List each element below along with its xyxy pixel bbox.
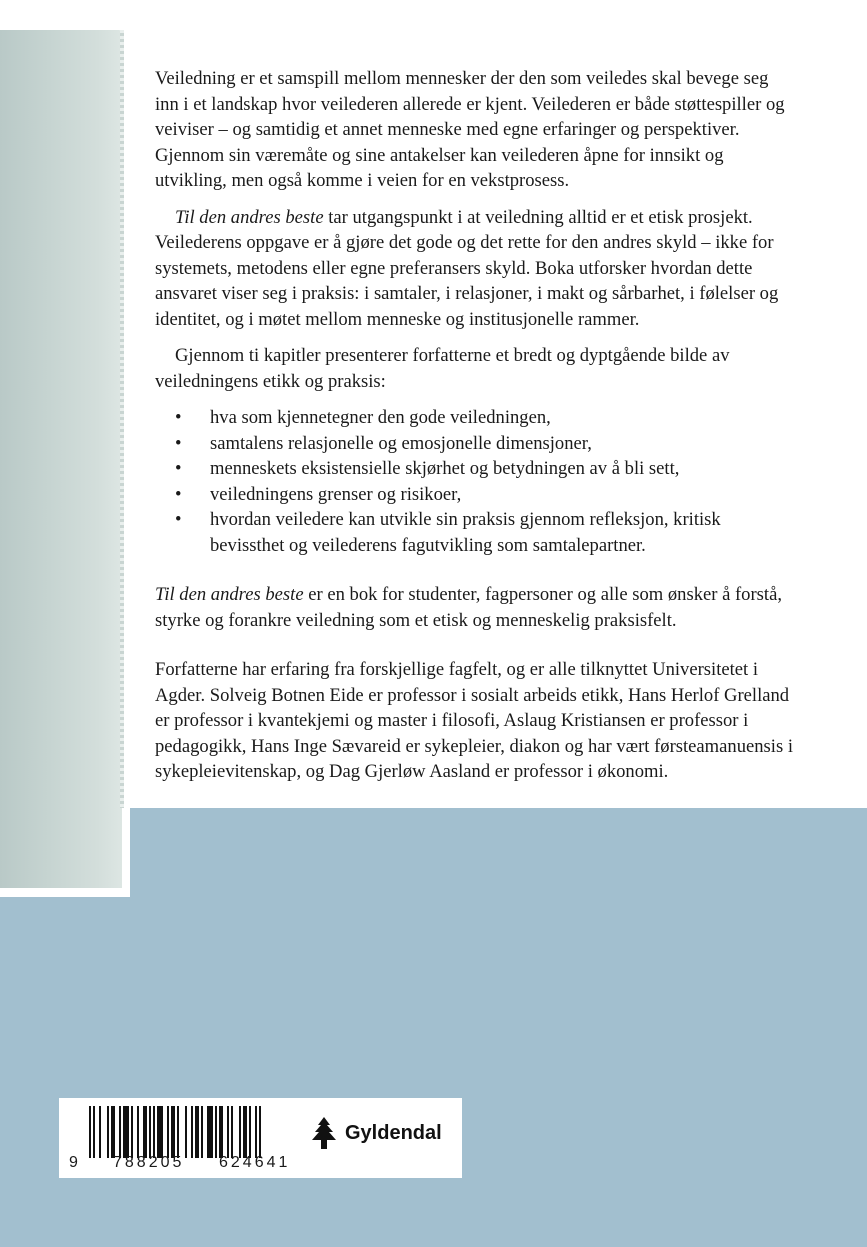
barcode-panel [59, 1098, 462, 1178]
paper-strip-bottom [0, 808, 130, 897]
authors-paragraph: Forfatterne har erfaring fra forskjellige fagfelt, og er alle tilknyttet Universitetet i Agder. Solveig Botnen Eide er professor i sosialt arbeids etikk, Hans Herlof Grelland er professor i kvantekjemi og master i filosofi, Aslaug Kristiansen er professor i pedagogikk, Hans Inge Sævareid er sykepleier, diakon og har vært førsteamanuensis i sykepleievitenskap, og Dag Gjerløw Aasland er professor i økonomi. [155, 659, 793, 782]
audience-paragraph: Til den andres beste er en bok for studenter, fagpersoner og alle som ønsker å forstå, styrke og forankre veiledning som et etisk og menneskelig praksisfelt. [155, 584, 782, 631]
list-item: • veiledningens grenser og risikoer, [155, 482, 795, 508]
publisher-name: Gyldendal [345, 1121, 442, 1144]
list-item: • hvordan veiledere kan utvikle sin praksis gjennom refleksjon, kritisk bevissthet og veilederens fagutvikling som samtalepartner. [155, 507, 795, 558]
isbn-left-group: 788205 [113, 1154, 185, 1171]
chapter-topics-list [155, 405, 795, 558]
chapters-paragraph: Gjennom ti kapitler presenterer forfatterne et bredt og dyptgående bilde av veiledningens etikk og praksis: [155, 345, 730, 392]
publisher-logo [309, 1116, 442, 1150]
list-item: • hva som kjennetegner den gode veiledningen, [155, 405, 795, 431]
book-title-italic: Til den andres beste [155, 584, 304, 605]
ethics-paragraph: Til den andres beste tar utgangspunkt i at veiledning alltid er et etisk prosjekt. Veilederens oppgave er å gjøre det gode og det rette for den andres skyld – ikke for systemets, metodens eller egne preferansers skyld. Boka utforsker hvordan dette ansvaret viser seg i praksis: i samtaler, i relasjoner, i makt og sårbarhet, i følelser og identitet, og i møtet mellom menneske og institusjonelle rammer. [155, 206, 779, 330]
bottom-color-band [0, 808, 867, 1247]
list-item: • menneskets eksistensielle skjørhet og betydningen av å bli sett, [155, 456, 795, 482]
book-title-italic: Til den andres beste [175, 206, 324, 228]
list-item: • samtalens relasjonelle og emosjonelle dimensjoner, [155, 431, 795, 457]
paper-strip [0, 0, 130, 897]
tree-icon [309, 1116, 339, 1150]
intro-paragraph: Veiledning er et samspill mellom mennesker der den som veiledes skal bevege seg inn i et landskap hvor veilederen allerede er kjent. Veilederen er både støttespiller og veiviser – og samtidig et annet menneske med egne erfaringer og perspektiver. Gjennom sin væremåte og sine antakelser kan veilederen åpne for innsikt og utvikling, men også komme i veien for en vekstprosess. [155, 68, 785, 191]
back-cover-text [155, 66, 795, 796]
isbn-right-group: 624641 [219, 1154, 291, 1171]
paper-texture-bottom [0, 808, 122, 888]
paper-texture [0, 30, 122, 888]
isbn-prefix-digit: 9 [69, 1154, 78, 1171]
isbn-barcode [89, 1106, 319, 1158]
isbn-digits [69, 1154, 329, 1174]
